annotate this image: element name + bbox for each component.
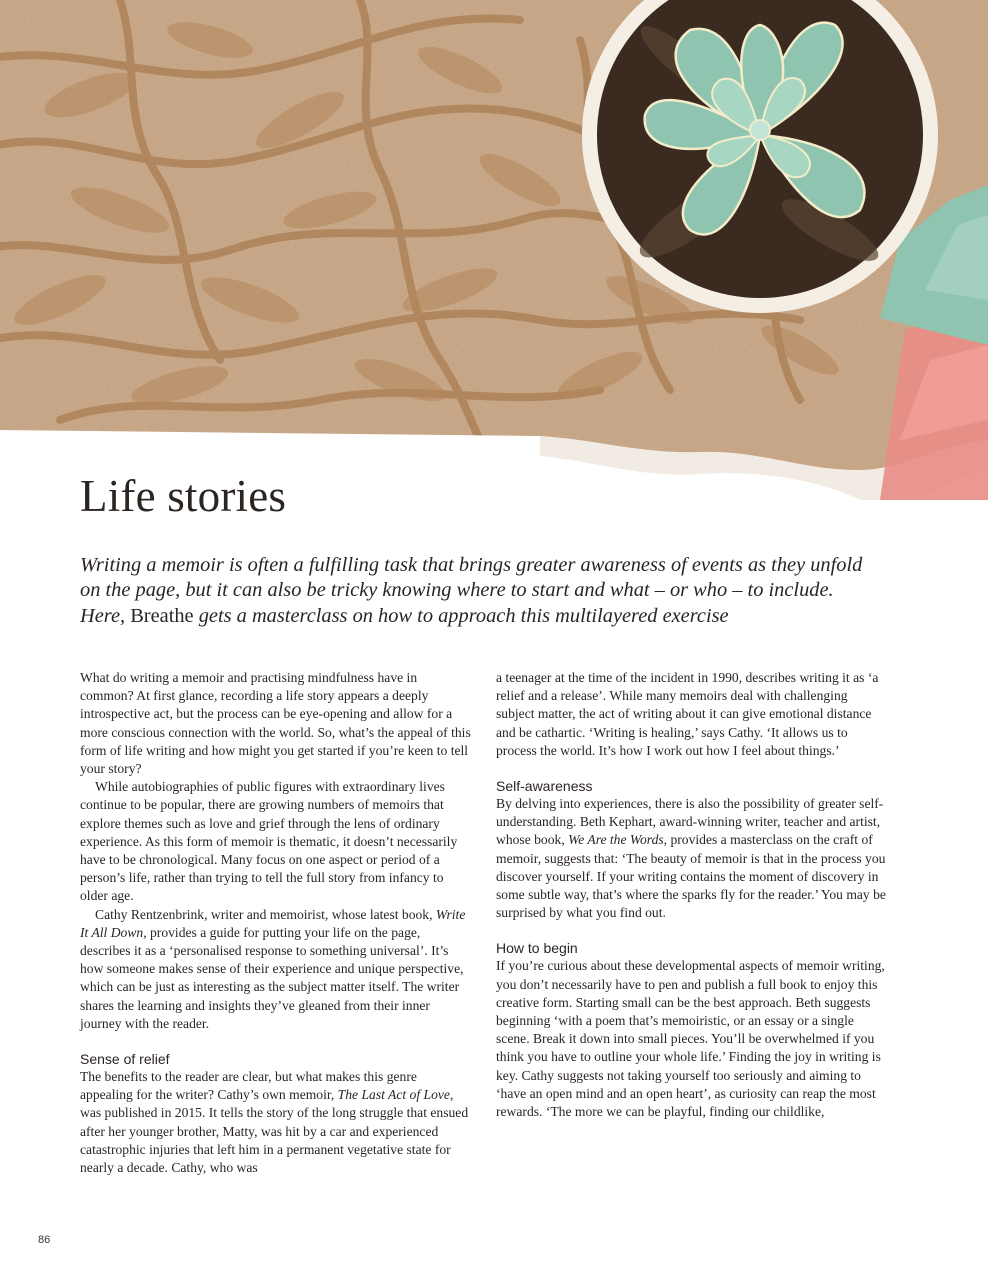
book-title: Write It All Down xyxy=(80,906,466,940)
body-column-left xyxy=(80,669,472,1177)
body-column-right xyxy=(496,669,888,1121)
paragraph-relief xyxy=(80,1068,472,1177)
book-title: The Last Act of Love xyxy=(337,1087,450,1103)
book-title: We Are the Words xyxy=(568,832,664,848)
heading-sense-of-relief: Sense of relief xyxy=(80,1051,170,1068)
text-span: , provides a guide for putting your life on the page, describes it as a ‘personalised response to something universal’. It’s how someone makes sense of their experience and unique perspective, which can be just as interesting as the subject matter itself. The writer shares the learning and insights they’ve gleaned from their inner journey with the reader. xyxy=(80,924,464,1031)
text-span: , provides a masterclass on the craft of memoir, suggests that: ‘The beauty of memoir is that in the process you discover yourself. If your writing contains the moment of discovery in some subtle way, that’s where the sparks fly for the reader.’ You may be surprised by what you find out. xyxy=(496,832,886,921)
page-number: 86 xyxy=(38,1234,51,1246)
paragraph-intro-1: What do writing a memoir and practising mindfulness have in common? At first glance, recording a life story appears a deeply introspective act, but the process can be eye-opening and allow for a more conscious connection with the world. So, what’s the appeal of this form of life writing and how might you get started if you’re keen to tell your story? xyxy=(80,670,471,777)
standfirst-lead: Writing a memoir is often a fulfilling task that brings greater awareness of events as they unfold on the page, but it can also be tricky knowing where to start and what – or who – to include. Here, xyxy=(80,554,863,627)
paragraph-intro-3 xyxy=(80,906,472,1033)
text-span: Cathy Rentzenbrink, writer and memoirist, whose latest book, xyxy=(95,906,436,922)
standfirst xyxy=(80,553,880,629)
paragraph-intro-2: While autobiographies of public figures with extraordinary lives continue to be popular, there are growing numbers of memoirs that explore themes such as love and grief through the lens of ordinary experience. As this form of memoir is thematic, it doesn’t necessarily have to be chronological. Many focus on one aspect or period of a person’s life, rather than trying to tell the full story from infancy to older age. xyxy=(80,779,458,904)
text-span: By delving into experiences, there is also the possibility of greater self-understanding. Beth Kephart, award-winning writer, teacher and artist, whose book, xyxy=(496,796,884,848)
paragraph-begin: If you’re curious about these developmental aspects of memoir writing, you don’t necessarily have to pen and publish a full book to enjoy this creative form. Starting small can be the best approach. Beth suggests beginning ‘with a poem that’s memoiristic, or an essay or a single scene. Break it down into small pieces. You’ll be overwhelmed if you think you have to outline your whole life.’ Finding the joy in writing is key. Cathy suggests not taking yourself too seriously and aiming to ‘have an open mind and an open heart’, as curiosity can reap the most rewards. ‘The more we can be playful, finding our childlike, xyxy=(496,958,885,1120)
hero-illustration xyxy=(0,0,988,500)
heading-how-to-begin: How to begin xyxy=(496,940,578,957)
text-span: , was published in 2015. It tells the story of the long struggle that ensued after her younger brother, Matty, was hit by a car and experienced catastrophic injuries that left him in a permanent vegetative state for nearly a decade. Cathy, who was xyxy=(80,1087,469,1176)
paragraph-relief-continued: a teenager at the time of the incident in 1990, describes writing it as ‘a relief and a release’. While many memoirs deal with challenging subject matter, the act of writing about it can give emotional distance and be cathartic. ‘Writing is healing,’ says Cathy. ‘It allows us to process the world. It’s how I work out how I feel about things.’ xyxy=(496,670,879,758)
paragraph-awareness xyxy=(496,795,888,922)
standfirst-brand: Breathe xyxy=(130,604,194,627)
heading-self-awareness: Self-awareness xyxy=(496,778,593,795)
text-span: The benefits to the reader are clear, but what makes this genre appealing for the writer? Cathy’s own memoir, xyxy=(80,1069,417,1103)
page-title: Life stories xyxy=(80,471,287,521)
standfirst-tail: gets a masterclass on how to approach this multilayered exercise xyxy=(193,604,729,627)
